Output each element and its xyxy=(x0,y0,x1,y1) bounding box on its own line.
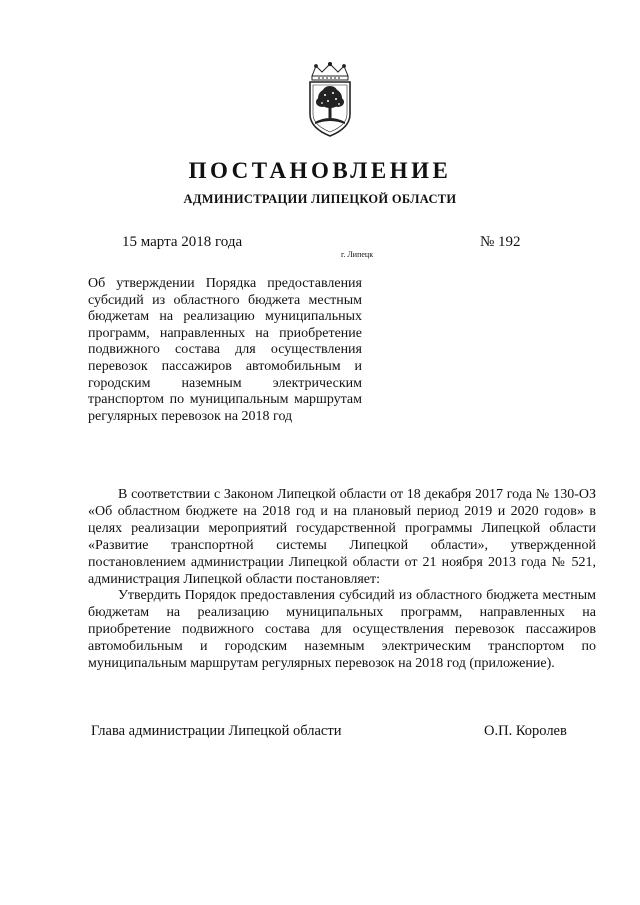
body-paragraph-1: В соответствии с Законом Липецкой области от 18 декабря 2017 года № 130-ОЗ «Об областном бюджете на 2018 год и на плановый период 2019 и 2020 годов» в целях реализации мероприятий государственной программы Липецкой области «Развитие транспортной системы Липецкой области», утвержденной постановлением администрации Липецкой области от 21 ноября 2013 года № 521, администрация Липецкой области постановляет: xyxy=(88,487,596,587)
document-city: г. Липецк xyxy=(341,250,374,259)
document-date: 15 марта 2018 года xyxy=(122,234,243,250)
document-subtitle: АДМИНИСТРАЦИИ ЛИПЕЦКОЙ ОБЛАСТИ xyxy=(183,192,457,206)
document-number: № 192 xyxy=(480,234,521,250)
coat-of-arms-icon xyxy=(298,62,362,138)
body-paragraph-2: Утвердить Порядок предоставления субсидий из областного бюджета местным бюджетам на реализацию муниципальных программ, направленных на приобретение подвижного состава для осуществления перевозок пассажиров автомобильным и городским наземным электрическим транспортом по муниципальным маршрутам регулярных перевозок на 2018 год (приложение). xyxy=(88,588,596,672)
document-body xyxy=(88,487,596,673)
signature-position: Глава администрации Липецкой области xyxy=(91,723,342,739)
document-title: ПОСТАНОВЛЕНИЕ xyxy=(188,158,452,183)
signature-name: О.П. Королев xyxy=(484,723,567,739)
document-heading: Об утверждении Порядка предоставления субсидий из областного бюджета местным бюджетам на реализацию муниципальных программ, направленных на приобретение подвижного состава для осуществления перевозок пассажиров автомобильным и городским наземным электрическим транспортом по муниципальным маршрутам регулярных перевозок на 2018 год xyxy=(88,276,362,424)
